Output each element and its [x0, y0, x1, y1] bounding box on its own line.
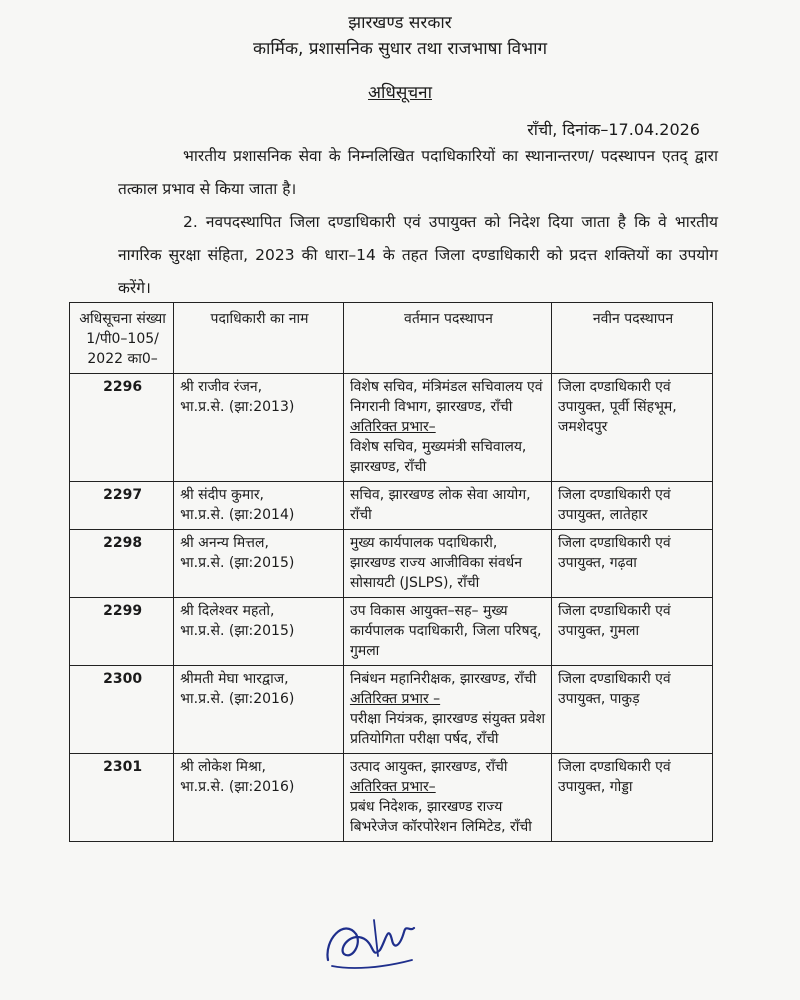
notification-no: 2296 — [70, 374, 174, 482]
officer-cell — [174, 666, 344, 754]
department-name: कार्मिक, प्रशासनिक सुधार तथा राजभाषा विभाग — [252, 39, 548, 59]
date-line: राँची, दिनांक–17.04.2026 — [527, 120, 700, 139]
officer-name: श्री अनन्य मित्तल, — [180, 535, 269, 551]
new-posting: जिला दण्डाधिकारी एवं उपायुक्त, गढ़वा — [551, 530, 712, 598]
officer-service: भा.प्र.से. (झा:2016) — [180, 691, 295, 707]
current-posting-cell — [343, 374, 551, 482]
officer-name: श्रीमती मेघा भारद्वाज, — [180, 671, 289, 687]
current-posting-cell — [343, 598, 551, 666]
officer-name: श्री लोकेश मिश्रा, — [180, 759, 266, 775]
officer-cell — [174, 754, 344, 842]
current-posting: निबंधन महानिरीक्षक, झारखण्ड, राँची — [349, 671, 537, 687]
posting-table — [69, 302, 713, 842]
current-posting-cell — [343, 482, 551, 530]
table-row — [70, 374, 713, 482]
table-row — [70, 482, 713, 530]
officer-service: भा.प्र.से. (झा:2016) — [180, 779, 295, 795]
officer-service: भा.प्र.से. (झा:2013) — [180, 399, 295, 415]
officer-name: श्री दिलेश्वर महतो, — [180, 603, 275, 619]
officer-name: श्री संदीप कुमार, — [180, 487, 264, 503]
header-officer-name: पदाधिकारी का नाम — [174, 303, 344, 374]
notice-title: अधिसूचना — [368, 83, 432, 103]
current-posting-cell — [343, 530, 551, 598]
officer-cell — [174, 374, 344, 482]
additional-charge-label: अतिरिक्त प्रभार– — [349, 419, 436, 435]
current-posting: उत्पाद आयुक्त, झारखण्ड, राँची — [349, 759, 508, 775]
officer-cell — [174, 482, 344, 530]
paragraph-2: 2. नवपदस्थापित जिला दण्डाधिकारी एवं उपायुक्त को निदेश दिया जाता है कि वे भारतीय नागरिक सुरक्षा संहिता, 2023 की धारा–14 के तहत जिला दण्डाधिकारी को प्रदत्त शक्तियों का उपयोग करेंगे। — [118, 213, 718, 297]
officer-cell — [174, 598, 344, 666]
government-name: झारखण्ड सरकार — [348, 13, 452, 33]
header-new-posting: नवीन पदस्थापन — [551, 303, 712, 374]
notification-no: 2298 — [70, 530, 174, 598]
additional-charge: प्रबंध निदेशक, झारखण्ड राज्य बिभरेजेज कॉरपोरेशन लिमिटेड, राँची — [349, 799, 532, 835]
header-notification-no: अधिसूचना संख्या 1/पी0–105/ 2022 का0– — [70, 303, 174, 374]
additional-charge: परीक्षा नियंत्रक, झारखण्ड संयुक्त प्रवेश प्रतियोगिता परीक्षा पर्षद, राँची — [349, 711, 546, 747]
table-row — [70, 754, 713, 842]
current-posting-cell — [343, 754, 551, 842]
new-posting: जिला दण्डाधिकारी एवं उपायुक्त, पूर्वी सिंहभूम, जमशेदपुर — [551, 374, 712, 482]
notification-no: 2297 — [70, 482, 174, 530]
current-posting: सचिव, झारखण्ड लोक सेवा आयोग, राँची — [349, 487, 531, 523]
notification-no: 2300 — [70, 666, 174, 754]
table-row — [70, 530, 713, 598]
additional-charge-label: अतिरिक्त प्रभार – — [349, 691, 441, 707]
current-posting-cell — [343, 666, 551, 754]
officer-service: भा.प्र.से. (झा:2015) — [180, 555, 295, 571]
new-posting: जिला दण्डाधिकारी एवं उपायुक्त, गुमला — [551, 598, 712, 666]
additional-charge: विशेष सचिव, मुख्यमंत्री सचिवालय, झारखण्ड, राँची — [349, 439, 527, 475]
notification-no: 2301 — [70, 754, 174, 842]
notification-no: 2299 — [70, 598, 174, 666]
paragraph-1: भारतीय प्रशासनिक सेवा के निम्नलिखित पदाधिकारियों का स्थानान्तरण/ पदस्थापन एतद् द्वारा तत्काल प्रभाव से किया जाता है। — [118, 147, 718, 198]
officer-name: श्री राजीव रंजन, — [180, 379, 263, 395]
header-current-posting: वर्तमान पदस्थापन — [343, 303, 551, 374]
additional-charge-label: अतिरिक्त प्रभार– — [349, 779, 436, 795]
new-posting: जिला दण्डाधिकारी एवं उपायुक्त, पाकुड़ — [551, 666, 712, 754]
officer-cell — [174, 530, 344, 598]
officer-service: भा.प्र.से. (झा:2015) — [180, 623, 295, 639]
table-row — [70, 666, 713, 754]
new-posting: जिला दण्डाधिकारी एवं उपायुक्त, गोड्डा — [551, 754, 712, 842]
officer-service: भा.प्र.से. (झा:2014) — [180, 507, 295, 523]
current-posting: विशेष सचिव, मंत्रिमंडल सचिवालय एवं निगरानी विभाग, झारखण्ड, राँची — [349, 379, 543, 415]
current-posting: मुख्य कार्यपालक पदाधिकारी, झारखण्ड राज्य आजीविका संवर्धन सोसायटी (JSLPS), राँची — [349, 535, 523, 591]
new-posting: जिला दण्डाधिकारी एवं उपायुक्त, लातेहार — [551, 482, 712, 530]
table-header-row — [70, 303, 713, 374]
signature-mark — [322, 910, 422, 974]
current-posting: उप विकास आयुक्त–सह– मुख्य कार्यपालक पदाधिकारी, जिला परिषद्, गुमला — [349, 603, 542, 659]
table-row — [70, 598, 713, 666]
